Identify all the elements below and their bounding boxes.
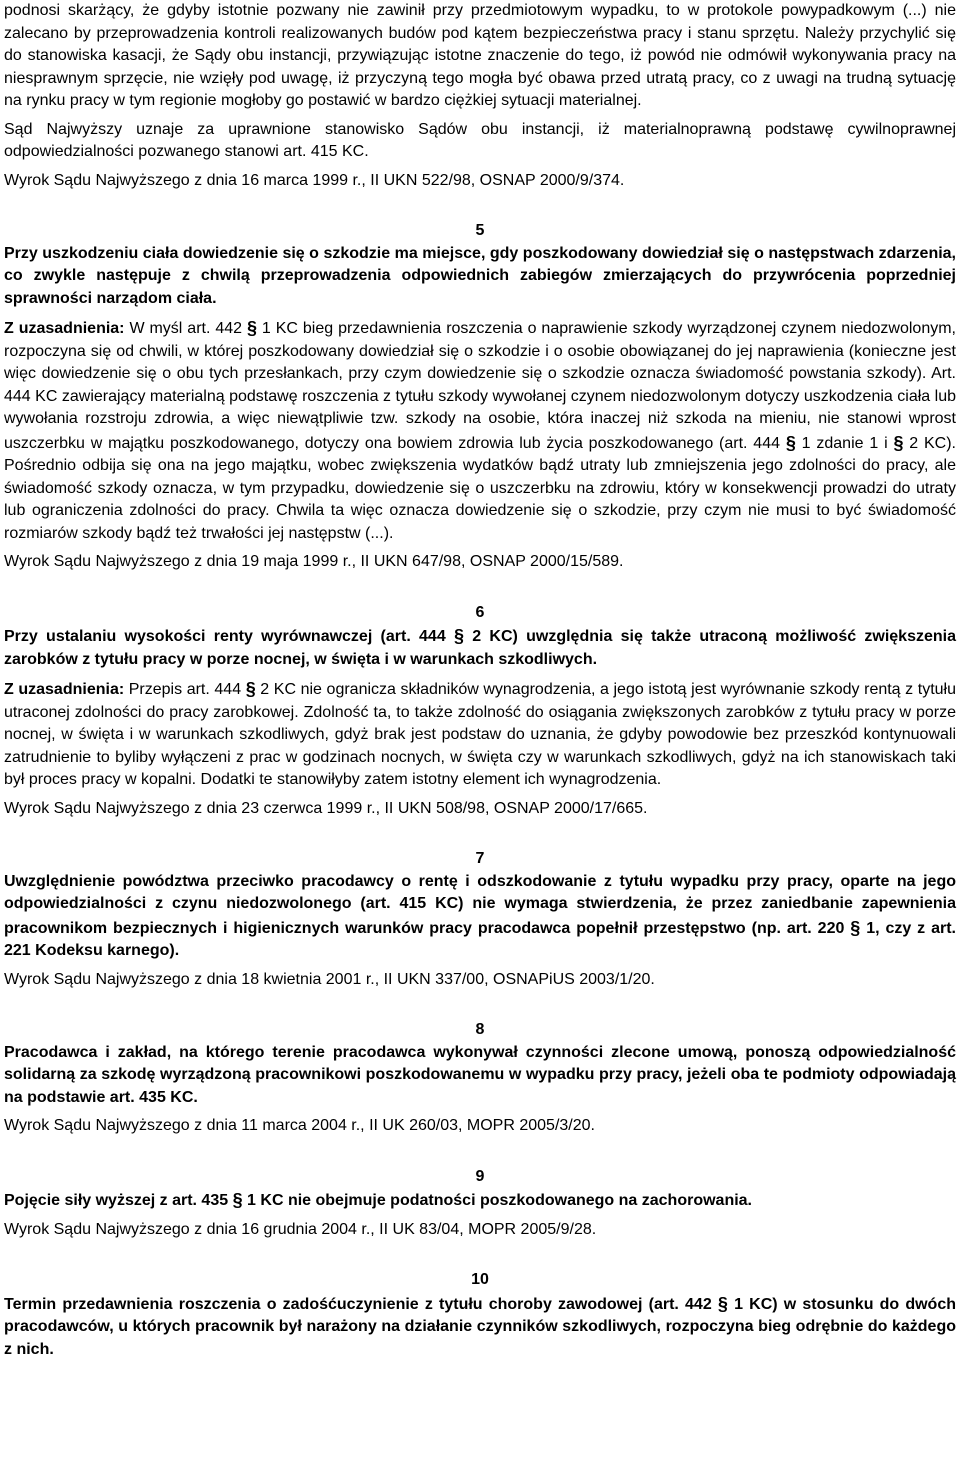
section-symbol: § — [246, 318, 257, 338]
section-symbol: § — [453, 626, 464, 646]
section-6 — [4, 602, 956, 821]
thesis-text: Uwzględnienie powództwa przeciwko pracodawcy o rentę i odszkodowanie z tytułu wypadku przy pracy, oparte na jego odpowiedzialności z czynu niedozwolonego (art. 415 KC) nie wymaga stwierdzenia, że przez zaniedbanie zapewnienia pracownikom bezpiecznych i higienicznych warunków pracy pracodawca popełnił przestępstwo (np. art. 220 — [4, 872, 956, 937]
thesis-text: 2 KC) uwzględnia się także utraconą możliwość zwiększenia zarobków z tytułu pracy w porze nocnej, w święta i w warunkach szkodliwych. — [4, 628, 956, 668]
thesis-text: 1 KC) w stosunku do dwóch pracodawców, u których pracownik był narażony na działanie czynników szkodliwych, rozpoczyna bieg odrębnie do każdego z nich. — [4, 1295, 956, 1358]
section-thesis — [4, 1188, 956, 1213]
section-ruling: Wyrok Sądu Najwyższego z dnia 11 marca 2004 r., II UK 260/03, MOPR 2005/3/20. — [4, 1117, 595, 1134]
thesis-text: Termin przedawnienia roszczenia o zadośćuczynienie z tytułu choroby zawodowej (art. 442 — [4, 1295, 718, 1313]
section-number: 8 — [475, 1021, 485, 1038]
section-symbol: § — [717, 1293, 728, 1314]
section-justification — [4, 316, 956, 545]
section-thesis — [4, 871, 956, 963]
section-ruling: Wyrok Sądu Najwyższego z dnia 18 kwietnia 2001 r., II UKN 337/00, OSNAPiUS 2003/1/20. — [4, 970, 655, 988]
justification-text: 1 KC bieg przedawnienia roszczenia o naprawienie szkody wyrządzonej czynem niedozwolonym, rozpoczyna się od chwili, w której poszkodowany dowiedział się o szkodzie i o osobie obowiązanej do jej naprawienia (konieczne jest więc dowiedzenie się o obu tych przesłankach, przy czym dowiedzenie się o szkodzie oznacza świadomość powstania szkody). Art. 444 KC zawierający materialną podstawę roszczenia z tytułu szkody wywołanej czynem niedozwolonym dotyczy uszkodzenia ciała lub wywołania rozstroju zdrowia, a więc niewątpliwie tzw. szkody na osobie, która inaczej niż szkoda na mieniu, nie stanowi wprost uszczerbku w majątku poszkodowanego, dotyczy ona bowiem zdrowia lub życia poszkodowanego (art. 444 — [4, 320, 956, 452]
section-number: 6 — [475, 603, 485, 621]
section-symbol: § — [232, 1190, 243, 1210]
section-number: 10 — [471, 1271, 489, 1288]
section-number: 9 — [475, 1167, 485, 1185]
thesis-text: 1, czy z art. 221 Kodeksu karnego). — [4, 919, 956, 959]
section-10 — [4, 1269, 956, 1361]
justification-text: 2 KC nie ogranicza składników wynagrodzenia, a jego istotą jest wyrównanie szkody rentą z tytułu utraconej zdolności do pracy zarobkowej. Zdolność ta, to także zdolność do osiągania zwiększonych zarobków z tytułu pracy w porze nocnej, w święta i w warunkach szkodliwych, gdyż brak jest podstaw do uznania, że gdyby powodowie bez przeszkód kontynuowali zatrudnienie to byliby wyłączeni z prac w godzinach nocnych, w święta czy w warunkach szkodliwych, gdyż na ich stanowiskach taki był proces pracy w kopalni. Dodatki te stanowiłyby zatem istotny element ich wynagrodzenia. — [4, 681, 957, 788]
section-ruling: Wyrok Sądu Najwyższego z dnia 23 czerwca 1999 r., II UKN 508/98, OSNAP 2000/17/665. — [4, 799, 648, 817]
section-9 — [4, 1166, 956, 1242]
section-ruling: Wyrok Sądu Najwyższego z dnia 16 grudnia 2004 r., II UK 83/04, MOPR 2005/9/28. — [4, 1220, 597, 1238]
intro-text: podnosi skarżący, że gdyby istotnie pozwany nie zawinił przy przedmiotowym wypadku, to w protokole powypadkowym (...) nie zalecano by przeprowadzenia kontroli realizowanych budów pod kątem bezpieczeństwa pracy i stanu sprzętu. Należy przychylić się do stanowiska kasacji, że Sądy obu instancji, przywiązując istotne znaczenie do tego, iż powód nie odmówił wykonywania pracy na niesprawnym sprzęcie, nie wzięły pod uwagę, iż przyczyną tego mogła być obawa przed utratą pracy, co z uwagi na trudną sytuację na rynku pracy w tym regionie mogłoby go postawić w bardzo ciężkiej sytuacji materialnej. — [4, 2, 956, 109]
section-number: 7 — [475, 850, 485, 867]
justification-label: Z uzasadnienia: — [4, 320, 125, 337]
thesis-text: 1 KC nie obejmuje podatności poszkodowanego na zachorowania. — [242, 1192, 752, 1209]
section-5 — [4, 220, 956, 574]
justification-label: Z uzasadnienia: — [4, 681, 125, 698]
justification-text: 1 zdanie 1 i — [795, 434, 894, 452]
section-symbol: § — [850, 917, 861, 938]
section-thesis — [4, 1292, 956, 1362]
section-thesis: Przy uszkodzeniu ciała dowiedzenie się o szkodzie ma miejsce, gdy poszkodowany dowiedział się o następstwach zdarzenia, co zwykle następuje z chwilą przeprowadzenia odpowiednich zabiegów zmierzających do przywrócenia poprzedniej sprawności narządom ciała. — [4, 244, 956, 307]
section-7 — [4, 848, 956, 991]
section-ruling: Wyrok Sądu Najwyższego z dnia 19 maja 1999 r., II UKN 647/98, OSNAP 2000/15/589. — [4, 553, 624, 570]
thesis-text: Pojęcie siły wyższej z art. 435 — [4, 1192, 233, 1209]
section-thesis — [4, 624, 956, 671]
section-symbol: § — [785, 432, 796, 453]
justification-text: W myśl art. 442 — [124, 320, 247, 337]
justification-text: Przepis art. 444 — [124, 681, 246, 698]
section-8 — [4, 1019, 956, 1138]
intro-ruling: Wyrok Sądu Najwyższego z dnia 16 marca 1999 r., II UKN 522/98, OSNAP 2000/9/374. — [4, 171, 625, 189]
intro-paragraph-1 — [4, 0, 956, 113]
section-thesis: Pracodawca i zakład, na którego terenie pracodawca wykonywał czynności zlecone umową, ponoszą odpowiedzialność solidarną za szkodę wyrządzoną pracownikowi poszkodowanemu w wypadku przy pracy, jeżeli oba te podmioty odpowiadają na podstawie art. 435 KC. — [4, 1043, 956, 1106]
justification-text: 2 KC). Pośrednio odbija się ona na jego majątku, wobec zwiększenia wydatków bądź utraty lub zmniejszenia jego zdolności do pracy, ale świadomość szkody oznacza, w tym przypadku, dowiedzenie się o uszczerbku na zdrowiu, który w konsekwencji prowadzi do utraty lub ograniczenia zdolności do pracy. Chwila ta więc oznacza dowiedzenie się o szkodzie, przy czym nie musi to być świadomość rozmiarów szkody bądź też trwałości jej następstw (...). — [4, 434, 956, 542]
thesis-text: Przy ustalaniu wysokości renty wyrównawczej (art. 444 — [4, 628, 454, 645]
section-justification — [4, 677, 956, 792]
intro-paragraph-2: Sąd Najwyższy uznaje za uprawnione stanowisko Sądów obu instancji, iż materialnoprawną podstawę cywilnoprawnej odpowiedzialności pozwanego stanowi art. 415 KC. — [4, 120, 956, 160]
section-number: 5 — [475, 222, 485, 239]
section-symbol: § — [245, 679, 256, 699]
section-symbol: § — [893, 432, 904, 453]
